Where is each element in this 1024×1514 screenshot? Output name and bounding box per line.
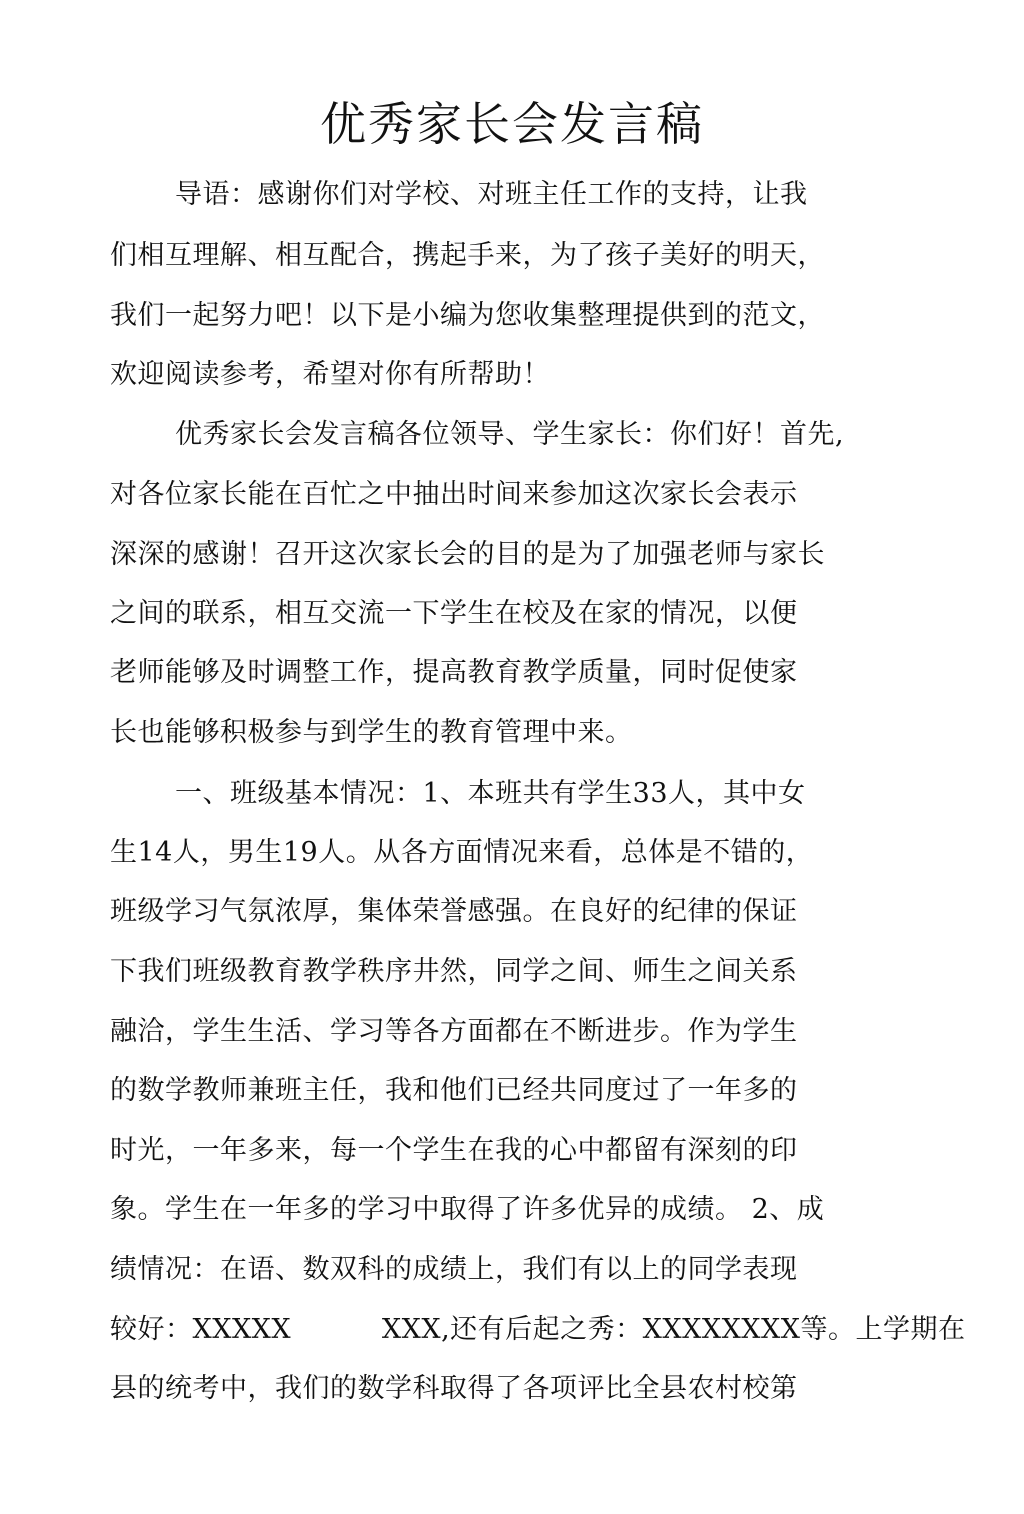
text-line: 深深的感谢！召开这次家长会的目的是为了加强老师与家长 [110, 539, 825, 570]
text-line: 们相互理解、相互配合，携起手来，为了孩子美好的明天， [110, 240, 825, 271]
text-line: 我们一起努力吧！以下是小编为您收集整理提供到的范文， [110, 300, 825, 331]
text-line: 下我们班级教育教学秩序井然，同学之间、师生之间关系 [110, 956, 798, 987]
text-line: 融洽，学生生活、学习等各方面都在不断进步。作为学生 [110, 1016, 798, 1047]
text-line: 时光，一年多来，每一个学生在我的心中都留有深刻的印 [110, 1135, 798, 1166]
text-line: 班级学习气氛浓厚，集体荣誉感强。在良好的纪律的保证 [110, 896, 798, 927]
text-line: 的数学教师兼班主任，我和他们已经共同度过了一年多的 [110, 1075, 798, 1106]
text-line: 较好：XXXXX XXX,还有后起之秀：XXXXXXXX等。上学期在 [110, 1314, 966, 1345]
text-line: 生14人，男生19人。从各方面情况来看，总体是不错的， [110, 837, 814, 868]
text-line: 之间的联系，相互交流一下学生在校及在家的情况，以便 [110, 598, 798, 629]
text-line: 长也能够积极参与到学生的教育管理中来。 [110, 717, 633, 748]
text-line: 对各位家长能在百忙之中抽出时间来参加这次家长会表示 [110, 479, 798, 510]
text-line: 优秀家长会发言稿各位领导、学生家长：你们好！首先, [175, 419, 845, 450]
text-line: 导语：感谢你们对学校、对班主任工作的支持，让我 [175, 179, 808, 210]
text-line: 一、班级基本情况：1、本班共有学生33人，其中女 [175, 778, 806, 809]
text-line: 县的统考中，我们的数学科取得了各项评比全县农村校第 [110, 1373, 798, 1404]
text-line: 老师能够及时调整工作，提高教育教学质量，同时促使家 [110, 657, 798, 688]
document-title: 优秀家长会发言稿 [320, 97, 704, 151]
text-line: 象。学生在一年多的学习中取得了许多优异的成绩。 2、成 [110, 1194, 825, 1225]
text-line: 欢迎阅读参考，希望对你有所帮助！ [110, 359, 550, 390]
text-line: 绩情况：在语、数双科的成绩上，我们有以上的同学表现 [110, 1254, 798, 1285]
